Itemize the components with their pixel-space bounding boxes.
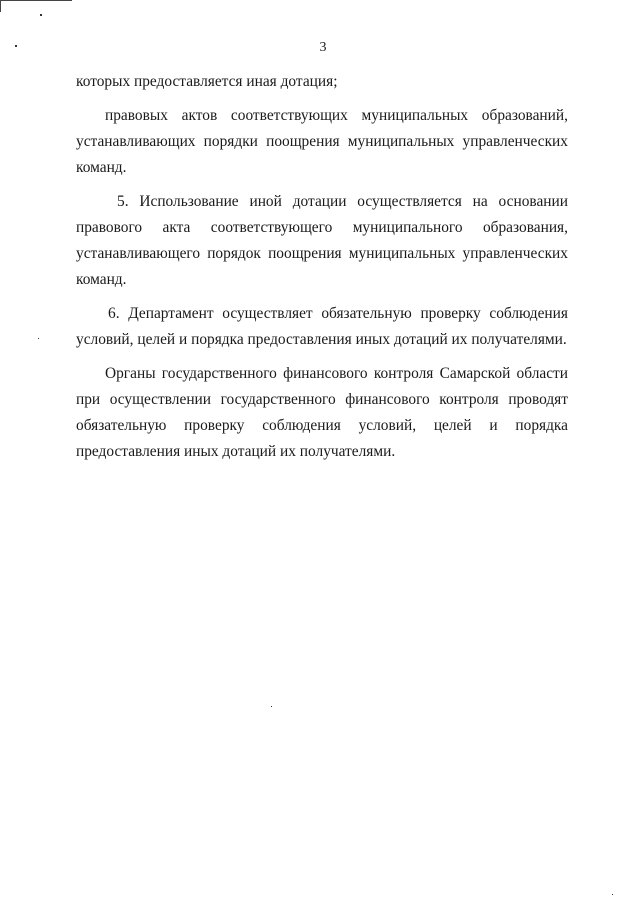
document-body bbox=[76, 69, 568, 473]
scan-speck bbox=[38, 338, 39, 339]
paragraph-4: 6. Департамент осуществляет обязательную проверку соблюдения условий, целей и порядка предоставления иных дотаций их получателями. bbox=[76, 305, 568, 348]
scan-border-left bbox=[0, 0, 1, 12]
scan-border-top bbox=[0, 0, 72, 1]
scan-speck bbox=[612, 894, 613, 895]
paragraph-5: Органы государственного финансового контроля Самарской области при осуществлении государственного финансового контроля проводят обязательную проверку соблюдения условий, целей и порядка предоставления иных дотаций их получателями. bbox=[76, 365, 568, 460]
paragraph-3: 5. Использование иной дотации осуществляется на основании правового акта соответствующего муниципального образования, устанавливающего порядок поощрения муниципальных управленческих команд. bbox=[76, 193, 568, 288]
scan-speck bbox=[40, 14, 42, 16]
page-number: 3 bbox=[319, 40, 327, 55]
paragraph-1: которых предоставляется иная дотация; bbox=[76, 73, 338, 90]
paragraph-2: правовых актов соответствующих муниципальных образований, устанавливающих порядки поощрения муниципальных управленческих команд. bbox=[76, 107, 568, 176]
scan-speck bbox=[271, 706, 272, 707]
